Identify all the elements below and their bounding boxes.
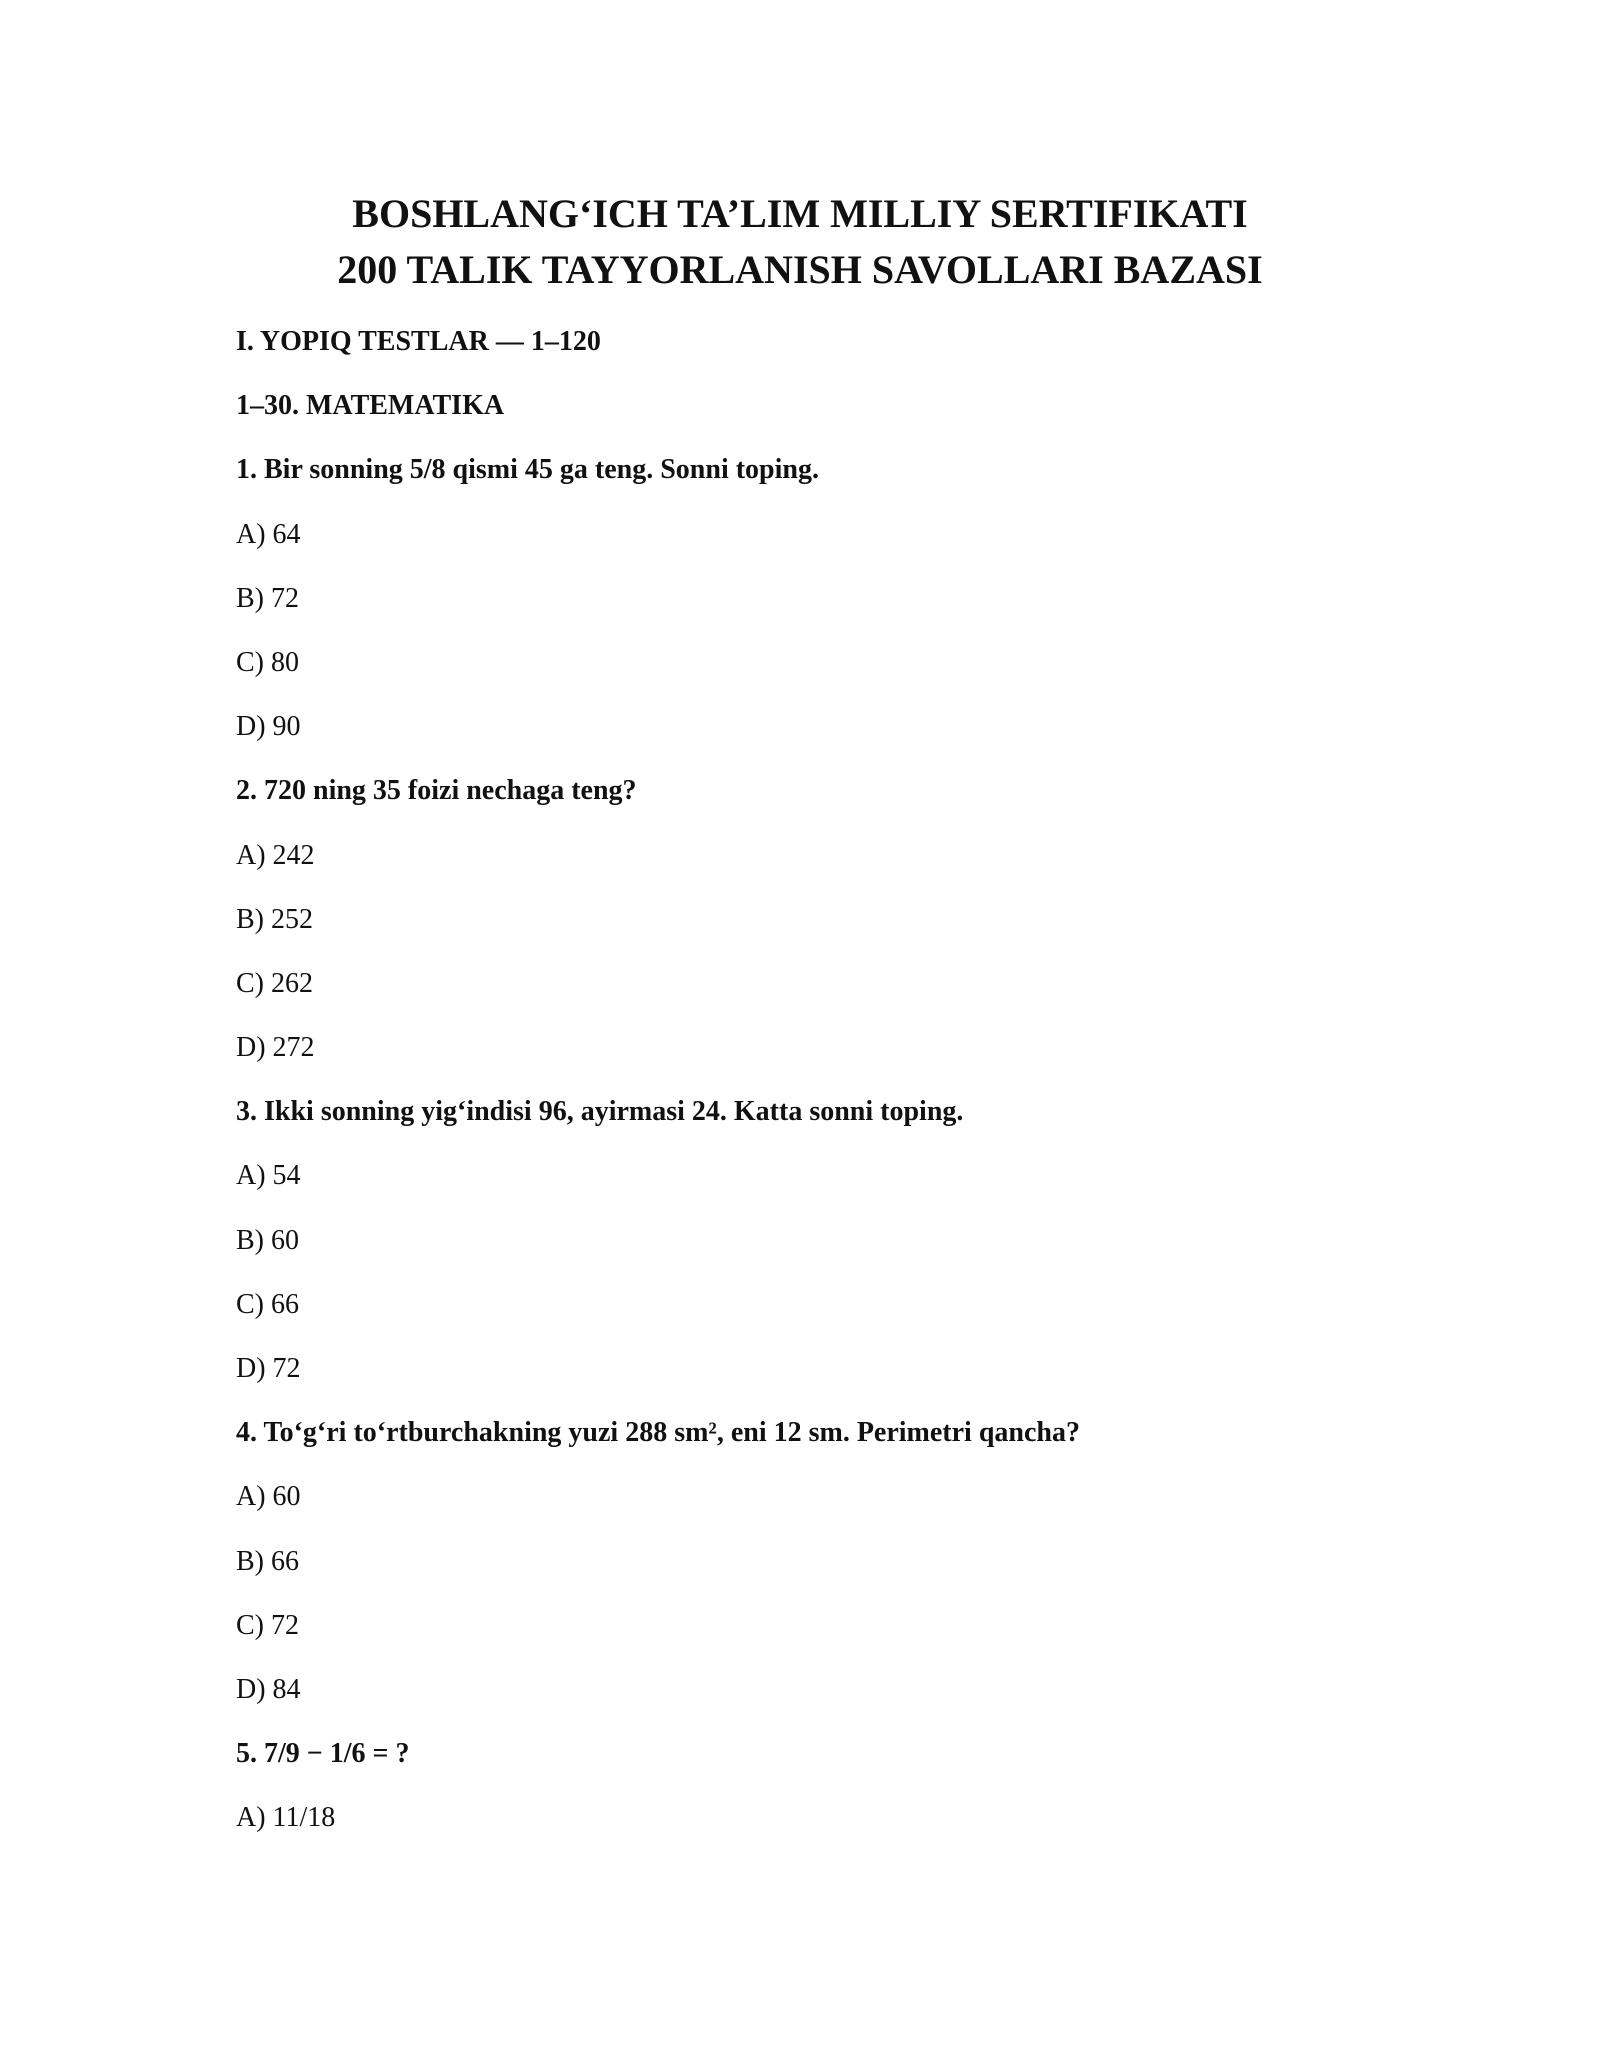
question-text: 2. 720 ning 35 foizi nechaga teng? bbox=[236, 775, 637, 807]
question-text: 5. 7/9 − 1/6 = ? bbox=[236, 1738, 410, 1770]
answer-option: C) 262 bbox=[236, 967, 313, 999]
answer-option: D) 272 bbox=[236, 1032, 315, 1064]
answer-option: D) 72 bbox=[236, 1353, 301, 1384]
question-text: 3. Ikki sonning yig‘indisi 96, ayirmasi 24. Katta sonni toping. bbox=[236, 1096, 964, 1128]
answer-option: B) 66 bbox=[236, 1545, 299, 1577]
subsection-heading: 1–30. MATEMATIKA bbox=[236, 390, 505, 422]
answer-option: C) 80 bbox=[236, 646, 299, 678]
answer-option: A) 60 bbox=[236, 1481, 301, 1513]
document-body bbox=[236, 322, 1436, 1863]
answer-option: C) 66 bbox=[236, 1288, 299, 1320]
section-heading: I. YOPIQ TESTLAR — 1–120 bbox=[236, 326, 601, 357]
answer-option: D) 90 bbox=[236, 711, 301, 743]
answer-option: B) 60 bbox=[236, 1224, 299, 1256]
answer-option: A) 64 bbox=[236, 518, 301, 550]
answer-option: B) 252 bbox=[236, 903, 313, 935]
answer-option: C) 72 bbox=[236, 1609, 299, 1641]
question-text: 1. Bir sonning 5/8 qismi 45 ga teng. Sonni toping. bbox=[236, 454, 819, 486]
answer-option: A) 54 bbox=[236, 1160, 301, 1192]
answer-option: B) 72 bbox=[236, 582, 299, 614]
title-line-1: BOSHLANG‘ICH TA’LIM MILLIY SERTIFIKATI bbox=[352, 191, 1248, 236]
answer-option: D) 84 bbox=[236, 1673, 301, 1705]
answer-option: A) 242 bbox=[236, 839, 315, 871]
title-line-2: 200 TALIK TAYYORLANISH SAVOLLARI BAZASI bbox=[337, 247, 1263, 292]
document-title bbox=[0, 186, 1600, 298]
answer-option: A) 11/18 bbox=[236, 1802, 336, 1834]
question-text: 4. To‘g‘ri to‘rtburchakning yuzi 288 sm², eni 12 sm. Perimetri qancha? bbox=[236, 1417, 1080, 1449]
